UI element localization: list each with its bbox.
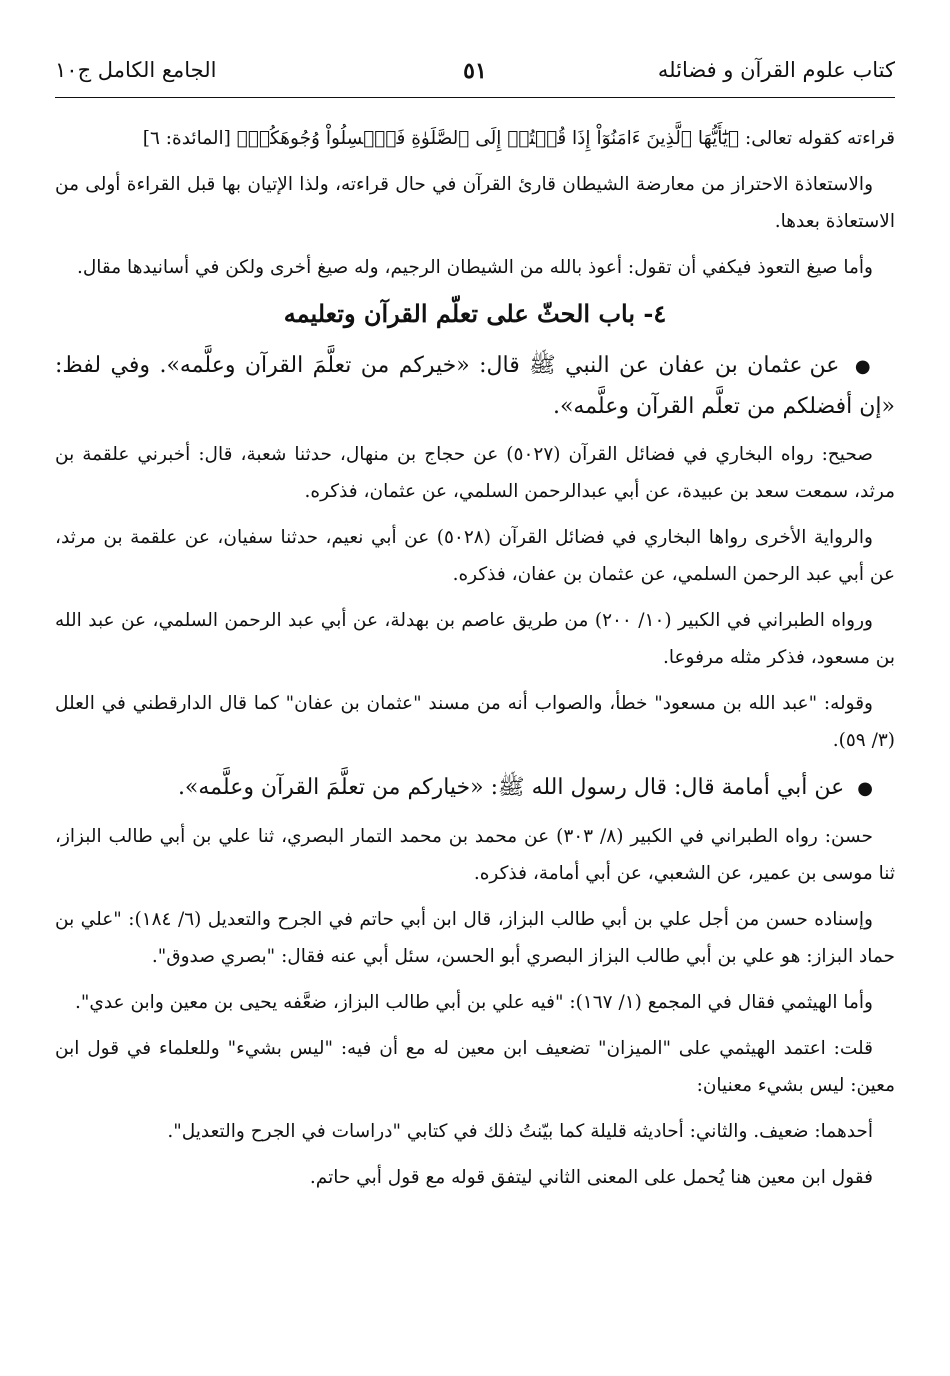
note-tabarani: ورواه الطبراني في الكبير (١٠/ ٢٠٠) من طريق عاصم بن بهدلة، عن أبي عبد الرحمن السلمي، عن عبد الله بن مسعود، فذكر مثله مرفوعا. <box>55 610 895 668</box>
note-haythami: وأما الهيثمي فقال في المجمع (١/ ١٦٧): "فيه علي بن أبي طالب البزاز، ضعَّفه يحيى بن معين وابن عدي". <box>74 992 873 1013</box>
note-other-narration: والرواية الأخرى رواها البخاري في فضائل القرآن (٥٠٢٨) عن أبي نعيم، حدثنا سفيان، عن علقمة بن مرثد، عن أبي عبد الرحمن السلمي، عن عثمان بن عفان، فذكره. <box>55 527 895 585</box>
page-number: ٥١ <box>463 58 487 84</box>
note-isnad: وإسناده حسن من أجل علي بن أبي طالب البزاز، قال ابن أبي حاتم في الجرح والتعديل (٦/ ١٨٤): "علي بن حماد البزاز: هو علي بن أبي طالب البزاز البصري أبو الحسن، سئل أبي عنه فقال: "بصري صدوق". <box>55 909 895 967</box>
hadith-abu-umama <box>55 768 895 809</box>
page-content <box>55 120 895 1205</box>
section-heading: ٤- باب الحثّ على تعلّم القرآن وتعليمه <box>283 299 667 328</box>
hadith-uthman-text: عن عثمان بن عفان عن النبي ﷺ قال: «خيركم من تعلَّمَ القرآن وعلَّمه». وفي لفظ: «إن أفضلكم من تعلَّم القرآن وعلَّمه». <box>55 353 895 419</box>
note-conclusion: فقول ابن معين هنا يُحمل على المعنى الثاني ليتفق قوله مع قول أبي حاتم. <box>309 1167 873 1188</box>
note-sahih-bukhari: صحيح: رواه البخاري في فضائل القرآن (٥٠٢٧) عن حجاج بن منهال، حدثنا شعبة، قال: أخبرني علقمة بن مرثد، سمعت سعد بن عبيدة، عن أبي عبدالرحمن السلمي، عن عثمان، فذكره. <box>55 444 895 502</box>
book-title: كتاب علوم القرآن و فضائله <box>657 58 895 82</box>
bullet-icon: ● <box>854 356 873 377</box>
paragraph-quran-verse: قراءته كقوله تعالى: ﴿يَٰٓأَيُّهَا ٱلَّذِينَ ءَامَنُوٓاْ إِذَا قُمۡتُمۡ إِلَى ٱلصَّلَوٰةِ فَٱغۡسِلُواْ وُجُوهَكُمۡ﴾ [المائدة: ٦] <box>142 128 895 149</box>
paragraph-istiadha: والاستعاذة الاحتراز من معارضة الشيطان قارئ القرآن في حال قراءته، ولذا الإتيان بها قبل القراءة أولى من الاستعاذة بعدها. <box>55 174 895 232</box>
note-qultu: قلت: اعتمد الهيثمي على "الميزان" تضعيف ابن معين له مع أن فيه: "ليس بشيء" وللعلماء في قول ابن معين: ليس بشيء معنيان: <box>55 1038 895 1096</box>
hadith-abu-umama-text: عن أبي أمامة قال: قال رسول الله ﷺ: «خياركم من تعلَّمَ القرآن وعلَّمه». <box>177 775 845 800</box>
note-two-meanings: أحدهما: ضعيف. والثاني: أحاديثه قليلة كما بيّنتُ ذلك في كتابي "دراسات في الجرح والتعديل". <box>167 1121 873 1142</box>
bullet-icon: ● <box>857 778 873 799</box>
page-header <box>55 58 895 92</box>
note-hasan-tabarani: حسن: رواه الطبراني في الكبير (٨/ ٣٠٣) عن محمد بن محمد التمار البصري، ثنا علي بن أبي طالب البزاز، ثنا موسى بن عمير، عن الشعبي، عن أبي أمامة، فذكره. <box>55 826 895 884</box>
hadith-uthman <box>55 346 895 427</box>
paragraph-taawwudh: وأما صيغ التعوذ فيكفي أن تقول: أعوذ بالله من الشيطان الرجيم، وله صيغ أخرى ولكن في أسانيدها مقال. <box>76 257 873 278</box>
header-rule <box>55 97 895 98</box>
volume-title: الجامع الكامل ج١٠ <box>55 58 217 82</box>
note-daraqutni: وقوله: "عبد الله بن مسعود" خطأ، والصواب أنه من مسند "عثمان بن عفان" كما قال الدارقطني في العلل (٣/ ٥٩). <box>55 693 895 751</box>
